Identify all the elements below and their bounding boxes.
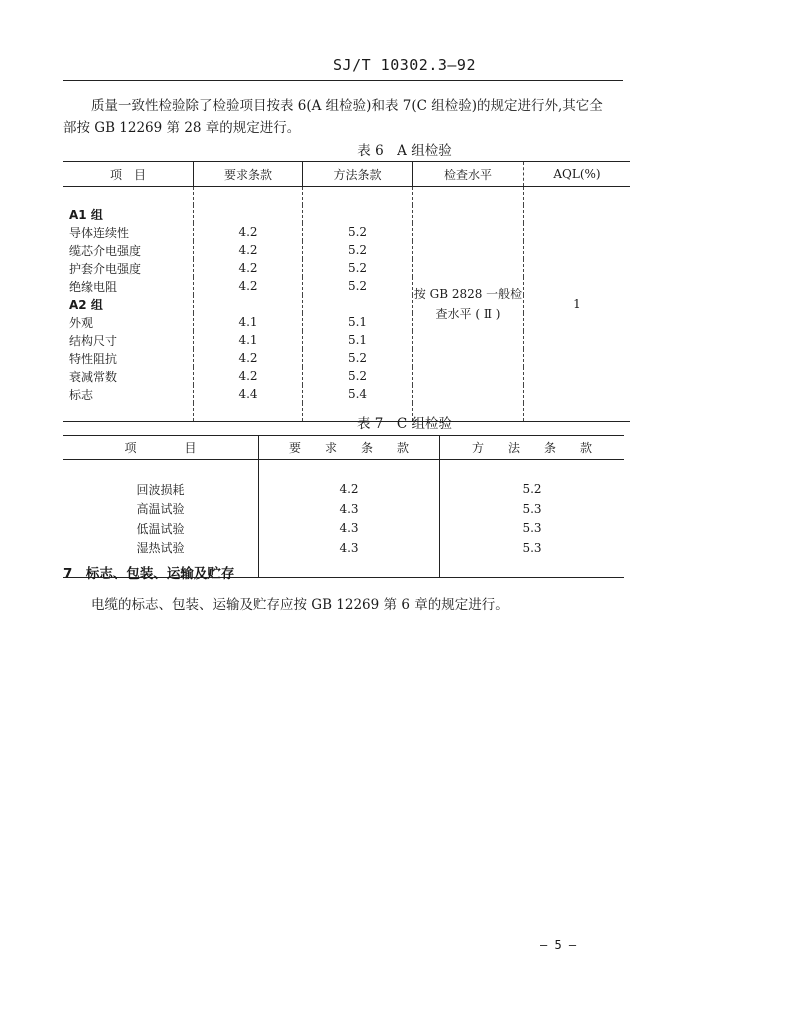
table6-method: 5.1 — [303, 331, 413, 349]
table6-method: 5.2 — [303, 223, 413, 241]
table6-method: 5.2 — [303, 277, 413, 295]
table6-header-item: 项 目 — [63, 162, 194, 187]
table-row — [63, 499, 624, 519]
page-number: — 5 — — [540, 938, 577, 952]
table6-item: 护套介电强度 — [63, 259, 194, 277]
table6-req: 4.4 — [194, 385, 303, 403]
table6-method — [303, 205, 413, 223]
table6-item: A2 组 — [63, 295, 194, 313]
table7-header-method: 方 法 条 款 — [440, 436, 625, 460]
table6-header-aql: AQL(%) — [524, 162, 631, 187]
table-row — [63, 205, 630, 223]
table7-req: 4.3 — [259, 519, 440, 539]
table6-item: 结构尺寸 — [63, 331, 194, 349]
table7-caption: 表 7 C 组检验 — [356, 416, 452, 432]
inspection-level-line-1: 按 GB 2828 一般检 — [413, 287, 523, 301]
table6 — [63, 161, 630, 422]
table7-header-req: 要 求 条 款 — [259, 436, 440, 460]
header-rule — [63, 80, 623, 81]
table6-item: 绝缘电阻 — [63, 277, 194, 295]
table6-req — [194, 295, 303, 313]
table6-req: 4.2 — [194, 241, 303, 259]
table6-req: 4.2 — [194, 223, 303, 241]
table6-header-method: 方法条款 — [303, 162, 413, 187]
table6-method: 5.2 — [303, 349, 413, 367]
table6-header-level: 检查水平 — [413, 162, 524, 187]
table6-req: 4.1 — [194, 331, 303, 349]
table7-header-item: 项 目 — [63, 436, 259, 460]
table6-method: 5.2 — [303, 241, 413, 259]
inspection-level-line-2: 查水平 ( Ⅱ ) — [435, 307, 501, 321]
intro-line-1: 质量一致性检验除了检验项目按表 6(A 组检验)和表 7(C 组检验)的规定进行外,其它全 — [91, 98, 603, 114]
table6-caption: 表 6 A 组检验 — [357, 143, 452, 159]
table7-item: 回波损耗 — [63, 480, 259, 500]
table7-header-row — [63, 436, 624, 460]
table7-method: 5.3 — [522, 540, 542, 555]
table6-item: 导体连续性 — [63, 223, 194, 241]
table6-method — [303, 295, 413, 313]
table7-method: 5.2 — [522, 482, 542, 497]
table7-req: 4.2 — [259, 480, 440, 500]
table6-req: 4.2 — [194, 367, 303, 385]
table7-req: 4.3 — [259, 538, 440, 558]
table6-req — [194, 205, 303, 223]
table6-req: 4.2 — [194, 277, 303, 295]
table7-req: 4.3 — [259, 499, 440, 519]
table6-req: 4.2 — [194, 259, 303, 277]
table6-req: 4.2 — [194, 349, 303, 367]
table6-header-row — [63, 162, 630, 187]
table7-method: 5.3 — [522, 501, 542, 516]
table6-method: 5.1 — [303, 313, 413, 331]
section-7-heading: 7 标志、包装、运输及贮存 — [63, 566, 235, 582]
table7 — [63, 435, 624, 578]
table-row — [63, 519, 624, 539]
intro-line-2: 部按 GB 12269 第 28 章的规定进行。 — [63, 120, 301, 136]
section-7-text: 电缆的标志、包装、运输及贮存应按 GB 12269 第 6 章的规定进行。 — [91, 597, 509, 613]
table7-item: 湿热试验 — [63, 538, 259, 558]
table6-aql-value: 1 — [573, 297, 581, 311]
table6-item: A1 组 — [63, 205, 194, 223]
table6-header-req: 要求条款 — [194, 162, 303, 187]
table6-method: 5.4 — [303, 385, 413, 403]
table6-req: 4.1 — [194, 313, 303, 331]
table6-item: 外观 — [63, 313, 194, 331]
table-row — [63, 480, 624, 500]
standard-number: SJ/T 10302.3—92 — [333, 56, 476, 74]
table6-method: 5.2 — [303, 259, 413, 277]
table6-item: 特性阻抗 — [63, 349, 194, 367]
table7-item: 低温试验 — [63, 519, 259, 539]
table-row — [63, 538, 624, 558]
table6-item: 缆芯介电强度 — [63, 241, 194, 259]
table6-method: 5.2 — [303, 367, 413, 385]
table6-inspection-level — [413, 205, 524, 403]
table7-item: 高温试验 — [63, 499, 259, 519]
table6-item: 衰减常数 — [63, 367, 194, 385]
table6-item: 标志 — [63, 385, 194, 403]
table7-method: 5.3 — [522, 521, 542, 536]
